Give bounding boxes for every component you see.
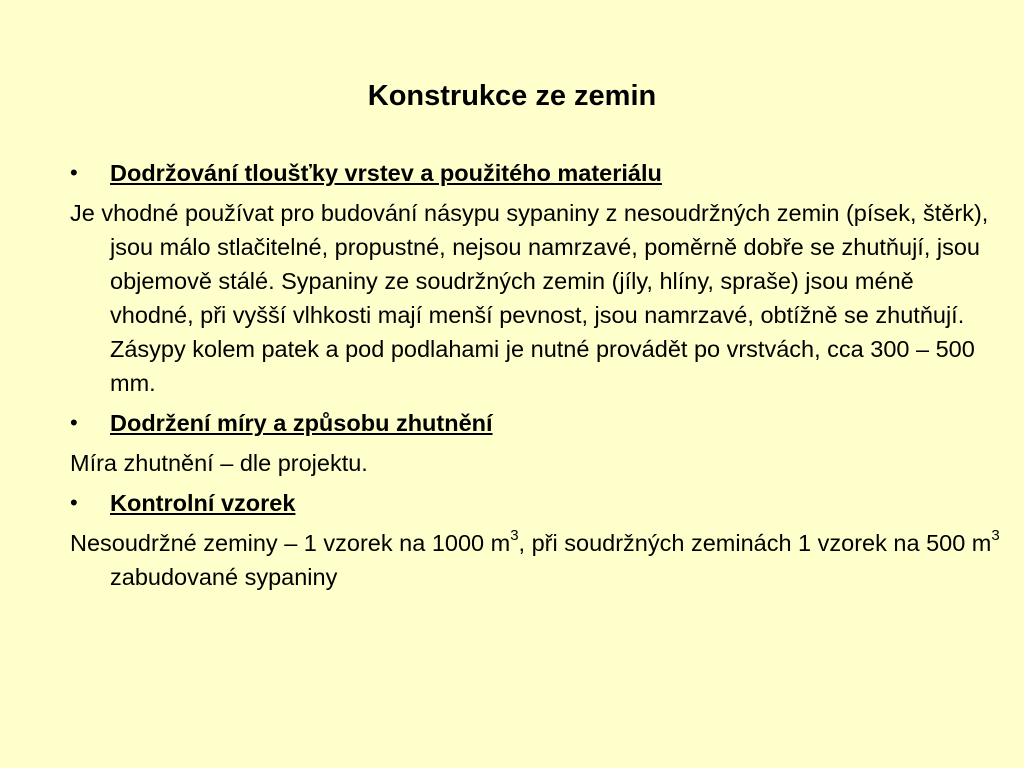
bullet-icon: • (70, 160, 78, 185)
section-paragraph (70, 526, 1000, 594)
paragraph-text: Nesoudržné zeminy – 1 vzorek na 1000 m (70, 530, 511, 556)
bullet-icon: • (70, 490, 78, 515)
slide-content (70, 156, 1000, 600)
bullet-icon: • (70, 410, 78, 435)
paragraph-text: , při soudržných zeminách 1 vzorek na 500 m (518, 530, 992, 556)
section-paragraph: Je vhodné používat pro budování násypu sypaniny z nesoudržných zemin (písek, štěrk), jsou málo stlačitelné, propustné, nejsou namrzavé, poměrně dobře se zhutňují, jsou objemově stálé. Sypaniny ze soudržných zemin (jíly, hlíny, spraše) jsou méně vhodné, při vyšší vlhkosti mají menší pevnost, jsou namrzavé, obtížně se zhutňují. Zásypy kolem patek a pod podlahami je nutné provádět po vrstvách, cca 300 – 500 mm. (70, 200, 989, 396)
section-heading: Dodržování tloušťky vrstev a použitého materiálu (110, 160, 662, 186)
bullet-item (70, 406, 1000, 440)
bullet-item (70, 156, 1000, 190)
paragraph-text: zabudované sypaniny (110, 564, 338, 590)
bullet-item (70, 486, 1000, 520)
section-heading: Dodržení míry a způsobu zhutnění (110, 410, 493, 436)
slide-title: Konstrukce ze zemin (367, 80, 657, 112)
superscript: 3 (991, 527, 1000, 545)
section-heading: Kontrolní vzorek (110, 490, 296, 516)
section-paragraph: Míra zhutnění – dle projektu. (70, 450, 368, 476)
superscript: 3 (510, 527, 519, 545)
